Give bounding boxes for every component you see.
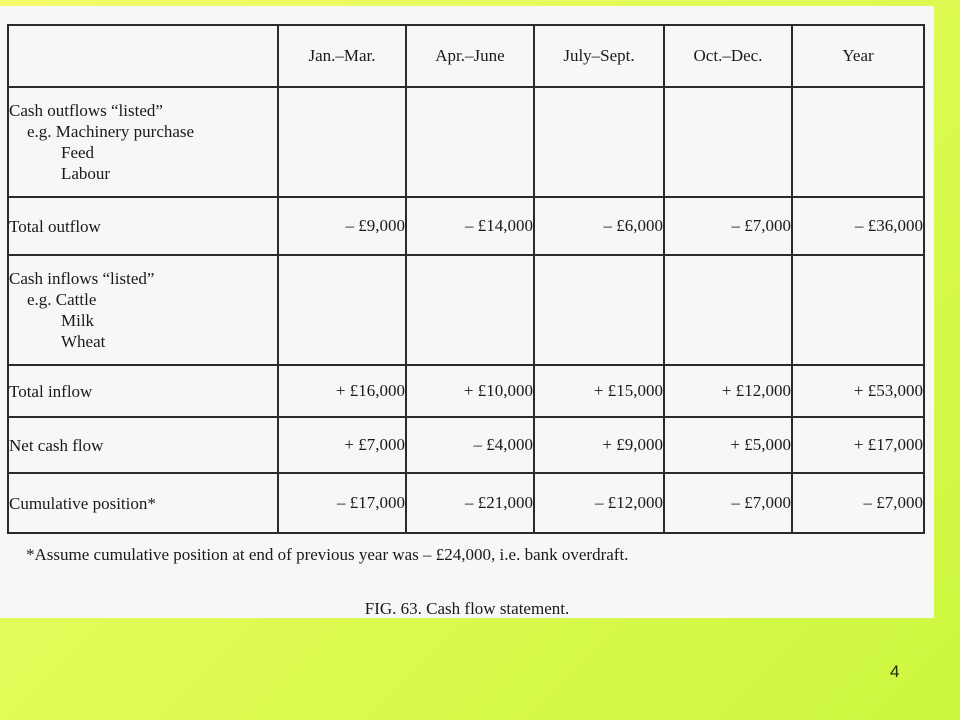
row-label: Net cash flow	[8, 417, 278, 473]
empty-cell	[664, 87, 792, 197]
value-cell: + £7,000	[278, 417, 406, 473]
empty-cell	[406, 87, 534, 197]
value-cell: – £7,000	[792, 473, 924, 533]
value-cell: + £16,000	[278, 365, 406, 417]
value-cell: – £12,000	[534, 473, 664, 533]
row-label: Total inflow	[8, 365, 278, 417]
scanned-page	[0, 6, 934, 618]
inflow-item-milk: Milk	[61, 311, 95, 330]
row-label: Cumulative position*	[8, 473, 278, 533]
value-cell: – £14,000	[406, 197, 534, 255]
empty-cell	[406, 255, 534, 365]
empty-cell	[278, 87, 406, 197]
column-header: July–Sept.	[534, 25, 664, 87]
outflows-listed-label	[8, 87, 278, 197]
inflows-listed-label	[8, 255, 278, 365]
value-cell: + £5,000	[664, 417, 792, 473]
outflow-item-feed: Feed	[61, 143, 95, 162]
value-cell: – £4,000	[406, 417, 534, 473]
value-cell: + £17,000	[792, 417, 924, 473]
empty-cell	[792, 255, 924, 365]
inflow-example: e.g. Cattle	[27, 290, 97, 309]
row-label: Total outflow	[8, 197, 278, 255]
empty-cell	[278, 255, 406, 365]
value-cell: + £15,000	[534, 365, 664, 417]
net-cash-flow-row	[8, 417, 924, 473]
value-cell: + £9,000	[534, 417, 664, 473]
corner-cell	[8, 25, 278, 87]
footnote: *Assume cumulative position at end of previous year was – £24,000, i.e. bank overdraft.	[26, 545, 629, 564]
value-cell: + £10,000	[406, 365, 534, 417]
empty-cell	[664, 255, 792, 365]
value-cell: – £36,000	[792, 197, 924, 255]
cumulative-position-row	[8, 473, 924, 533]
slide-page-number: 4	[890, 662, 900, 681]
value-cell: – £7,000	[664, 197, 792, 255]
outflows-listed-row	[8, 87, 924, 197]
column-header: Jan.–Mar.	[278, 25, 406, 87]
total-outflow-row	[8, 197, 924, 255]
value-cell: + £12,000	[664, 365, 792, 417]
column-header: Apr.–June	[406, 25, 534, 87]
cash-flow-table	[7, 24, 925, 534]
total-inflow-row	[8, 365, 924, 417]
empty-cell	[534, 87, 664, 197]
empty-cell	[534, 255, 664, 365]
value-cell: – £9,000	[278, 197, 406, 255]
inflow-item-wheat: Wheat	[61, 332, 106, 351]
value-cell: – £7,000	[664, 473, 792, 533]
outflow-example: e.g. Machinery purchase	[27, 122, 195, 141]
inflows-listed-row	[8, 255, 924, 365]
value-cell: – £21,000	[406, 473, 534, 533]
value-cell: – £6,000	[534, 197, 664, 255]
header-row	[8, 25, 924, 87]
figure-caption: FIG. 63. Cash flow statement.	[364, 599, 570, 618]
column-header: Oct.–Dec.	[664, 25, 792, 87]
outflows-heading: Cash outflows “listed”	[9, 101, 163, 120]
outflow-item-labour: Labour	[61, 164, 111, 183]
column-header: Year	[792, 25, 924, 87]
empty-cell	[792, 87, 924, 197]
inflows-heading: Cash inflows “listed”	[9, 269, 155, 288]
value-cell: – £17,000	[278, 473, 406, 533]
value-cell: + £53,000	[792, 365, 924, 417]
